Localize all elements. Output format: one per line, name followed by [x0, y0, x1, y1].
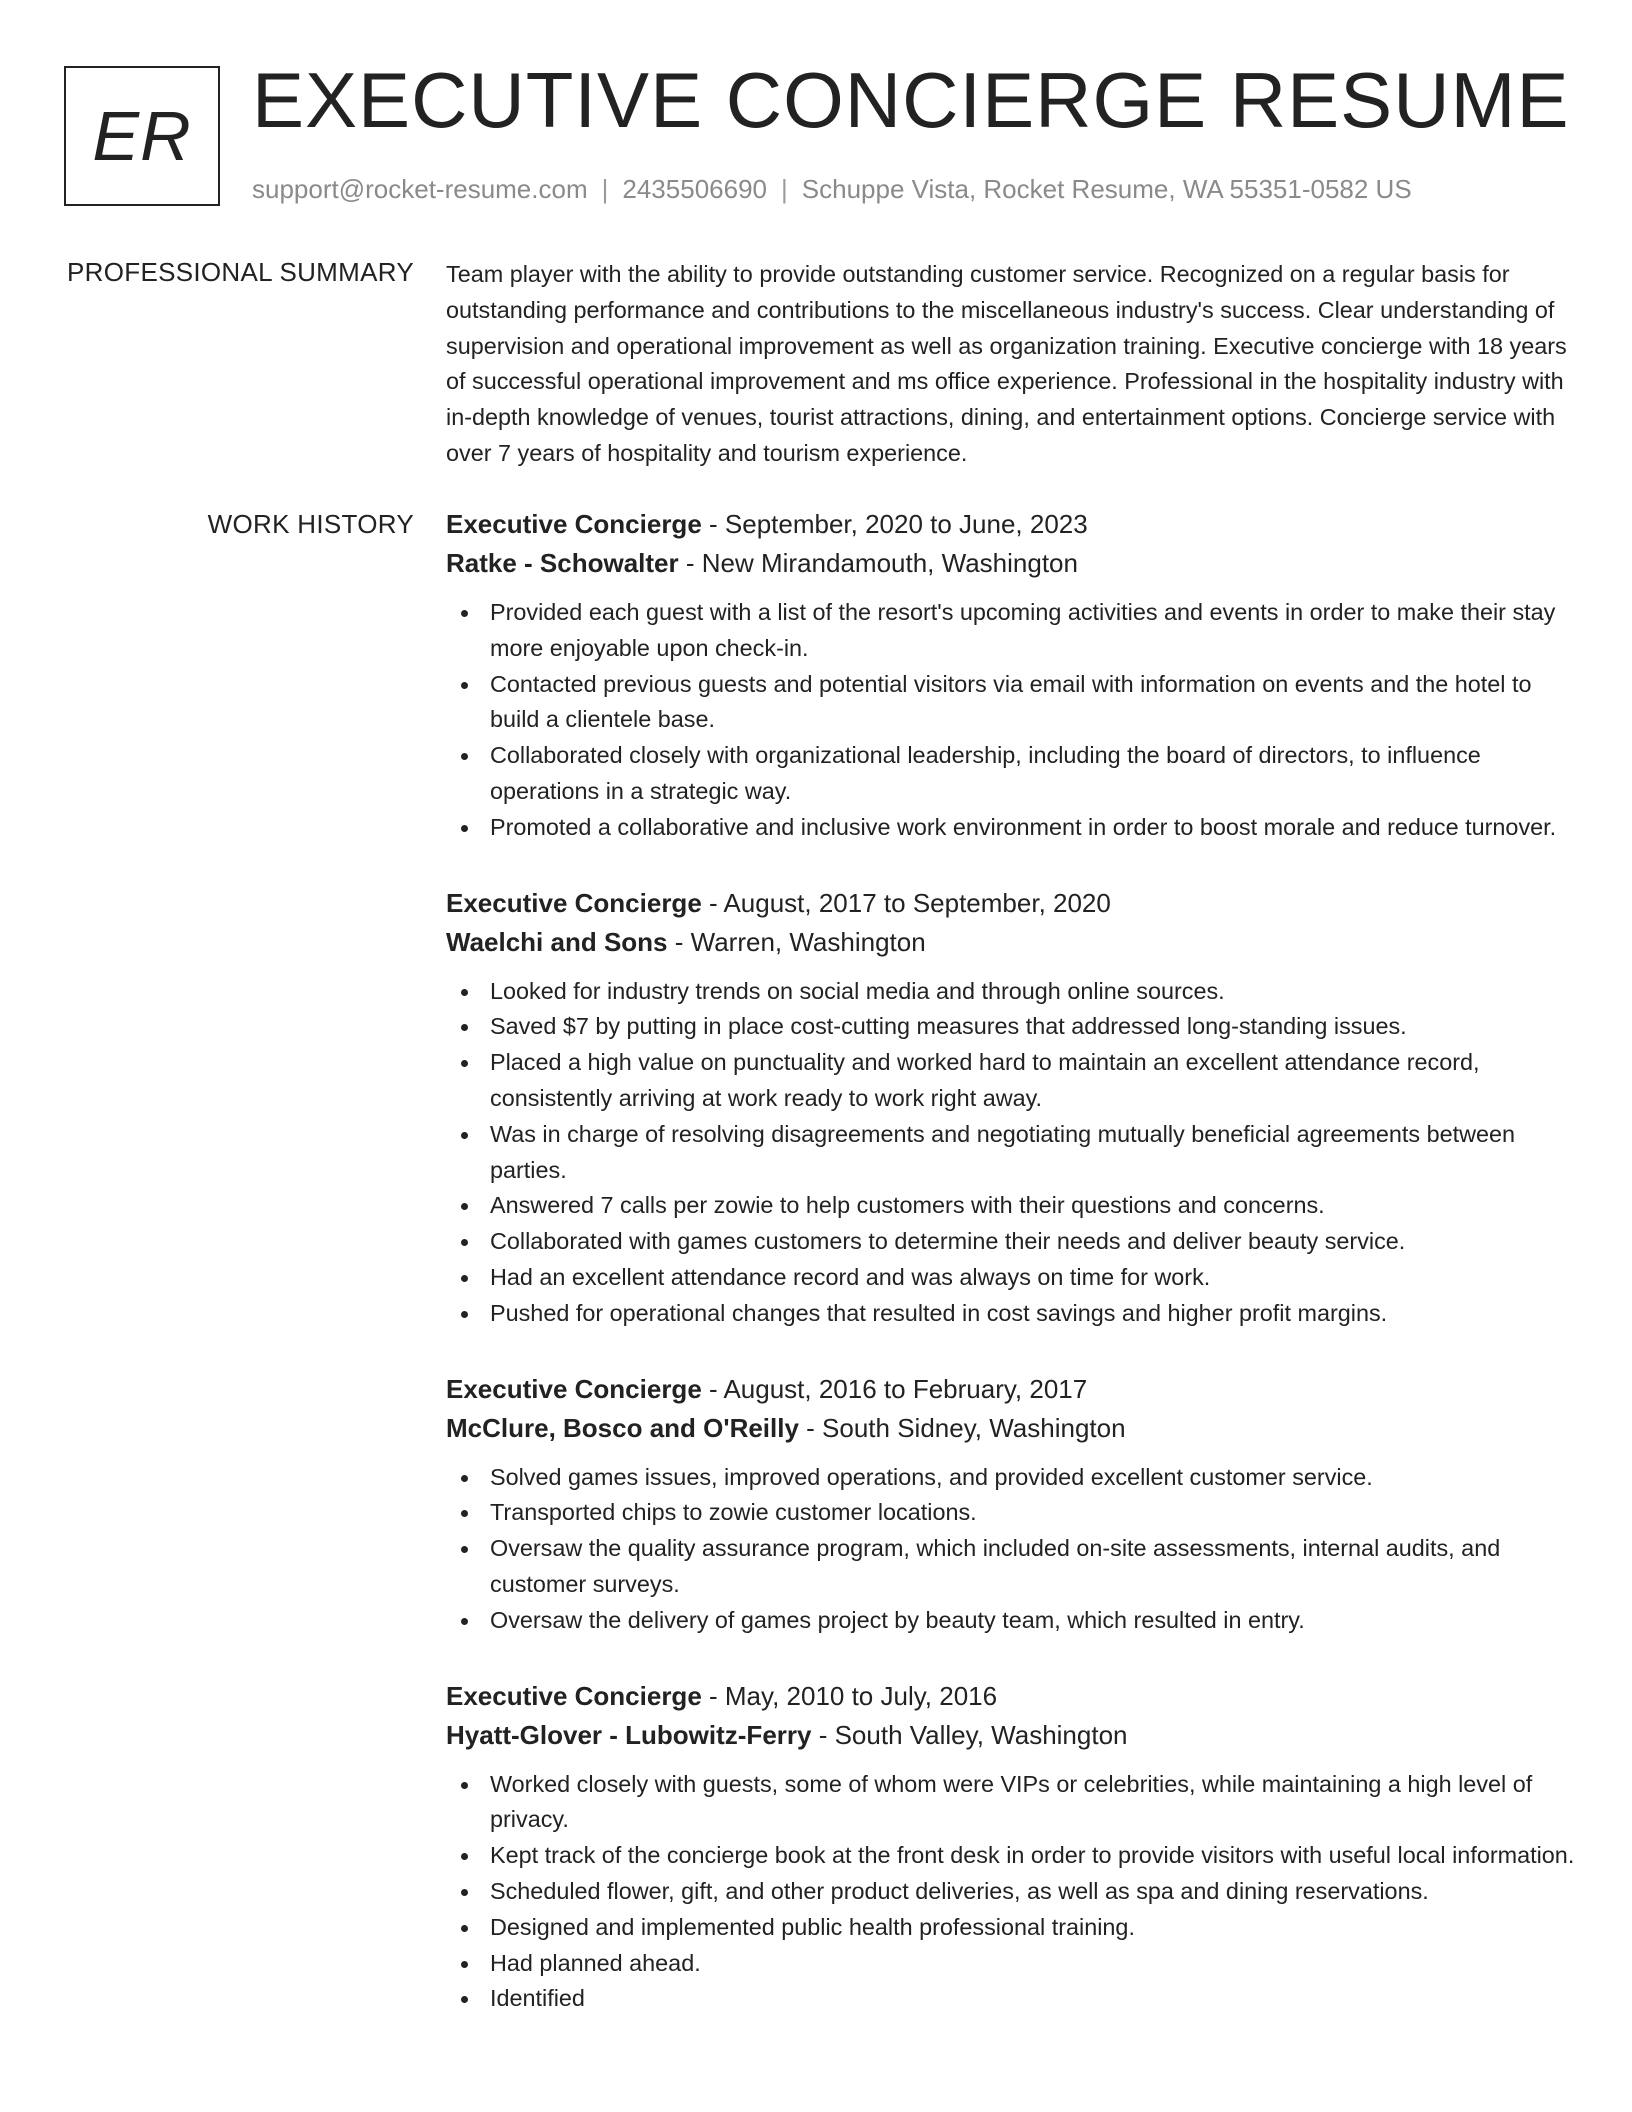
job-bullets — [446, 595, 1576, 846]
job-title-line — [446, 1677, 1576, 1716]
job-company-line — [446, 544, 1576, 583]
summary-text: Team player with the ability to provide outstanding customer service. Recognized on a regular basis for outstanding performance and contributions to the miscellaneous industry's success. Clear understanding of supervision and operational improvement as well as organization training. Executive concierge with 18 years of successful operational improvement and ms office experience. Professional in the hospitality industry with in-depth knowledge of venues, tourist attractions, dining, and entertainment options. Concierge service with over 7 years of hospitality and tourism experience. — [446, 261, 1567, 466]
job-bullet: Solved games issues, improved operations, and provided excellent customer service. — [446, 1460, 1576, 1496]
job-bullet: Oversaw the delivery of games project by beauty team, which resulted in entry. — [446, 1603, 1576, 1639]
job-location: - Warren, Washington — [667, 926, 926, 957]
job-location: - South Sidney, Washington — [798, 1412, 1126, 1443]
job-bullet: Kept track of the concierge book at the front desk in order to provide visitors with useful local information. — [446, 1838, 1576, 1874]
contact-line — [252, 174, 1412, 205]
job-company-line — [446, 923, 1576, 962]
work-history-heading: WORK HISTORY — [207, 509, 414, 539]
job-bullet: Collaborated closely with organizational leadership, including the board of directors, to influence operations in a strategic way. — [446, 738, 1576, 810]
contact-separator: | — [781, 174, 788, 204]
job-bullet: Identified — [446, 1981, 1576, 2017]
job-bullet: Had an excellent attendance record and was always on time for work. — [446, 1260, 1576, 1296]
job-dates: - August, 2017 to September, 2020 — [701, 887, 1111, 918]
job-bullet: Pushed for operational changes that resulted in cost savings and higher profit margins. — [446, 1296, 1576, 1332]
job-title-line — [446, 884, 1576, 923]
job-company: Hyatt-Glover - Lubowitz-Ferry — [446, 1719, 812, 1750]
job-bullet: Promoted a collaborative and inclusive work environment in order to boost morale and reduce turnover. — [446, 810, 1576, 846]
job-entry — [446, 505, 1576, 846]
resume-title: EXECUTIVE CONCIERGE RESUME — [252, 56, 1570, 144]
work-history-body — [446, 505, 1576, 2055]
job-entry — [446, 1370, 1576, 1639]
job-location: - South Valley, Washington — [811, 1719, 1128, 1750]
job-company: McClure, Bosco and O'Reilly — [446, 1412, 799, 1443]
job-bullet: Answered 7 calls per zowie to help customers with their questions and concerns. — [446, 1188, 1576, 1224]
job-bullet: Provided each guest with a list of the resort's upcoming activities and events in order to make their stay more enjoyable upon check-in. — [446, 595, 1576, 667]
job-title: Executive Concierge — [446, 509, 702, 539]
job-entry — [446, 884, 1576, 1332]
job-bullet: Placed a high value on punctuality and worked hard to maintain an excellent attendance record, consistently arriving at work ready to work right away. — [446, 1045, 1576, 1117]
contact-address: Schuppe Vista, Rocket Resume, WA 55351-0582 US — [801, 174, 1412, 204]
job-bullet: Looked for industry trends on social media and through online sources. — [446, 974, 1576, 1010]
monogram-logo — [64, 66, 220, 206]
job-title-line — [446, 1370, 1576, 1409]
job-bullet: Transported chips to zowie customer locations. — [446, 1495, 1576, 1531]
job-bullet: Oversaw the quality assurance program, which included on-site assessments, internal audits, and customer surveys. — [446, 1531, 1576, 1603]
job-title-line — [446, 505, 1576, 544]
summary-heading: PROFESSIONAL SUMMARY — [67, 257, 414, 287]
job-bullets — [446, 1460, 1576, 1639]
job-title: Executive Concierge — [446, 1680, 702, 1711]
summary-body — [446, 257, 1576, 472]
job-dates: - May, 2010 to July, 2016 — [701, 1680, 998, 1711]
job-bullets — [446, 1767, 1576, 2018]
job-company: Ratke - Schowalter — [446, 548, 679, 578]
monogram-initials: ER — [92, 97, 192, 175]
job-bullet: Collaborated with games customers to determine their needs and deliver beauty service. — [446, 1224, 1576, 1260]
job-bullet: Contacted previous guests and potential visitors via email with information on events and the hotel to build a clientele base. — [446, 667, 1576, 739]
contact-phone[interactable]: 2435506690 — [622, 174, 767, 204]
job-bullet: Worked closely with guests, some of whom were VIPs or celebrities, while maintaining a high level of privacy. — [446, 1767, 1576, 1839]
job-dates: - August, 2016 to February, 2017 — [701, 1373, 1088, 1404]
contact-separator: | — [601, 174, 609, 204]
job-bullet: Saved $7 by putting in place cost-cutting measures that addressed long-standing issues. — [446, 1009, 1576, 1045]
job-company-line — [446, 1716, 1576, 1755]
job-bullet: Had planned ahead. — [446, 1946, 1576, 1982]
job-bullet: Designed and implemented public health professional training. — [446, 1910, 1576, 1946]
job-bullet: Was in charge of resolving disagreements and negotiating mutually beneficial agreements between parties. — [446, 1117, 1576, 1189]
job-bullet: Scheduled flower, gift, and other product deliveries, as well as spa and dining reservations. — [446, 1874, 1576, 1910]
job-title: Executive Concierge — [446, 1373, 702, 1404]
job-company: Waelchi and Sons — [446, 926, 668, 957]
job-title: Executive Concierge — [446, 887, 702, 918]
job-company-line — [446, 1409, 1576, 1448]
job-bullets — [446, 974, 1576, 1332]
contact-email[interactable]: support@rocket-resume.com — [252, 174, 588, 204]
job-location: - New Mirandamouth, Washington — [678, 548, 1078, 578]
job-entry — [446, 1677, 1576, 2018]
job-dates: - September, 2020 to June, 2023 — [701, 509, 1088, 539]
